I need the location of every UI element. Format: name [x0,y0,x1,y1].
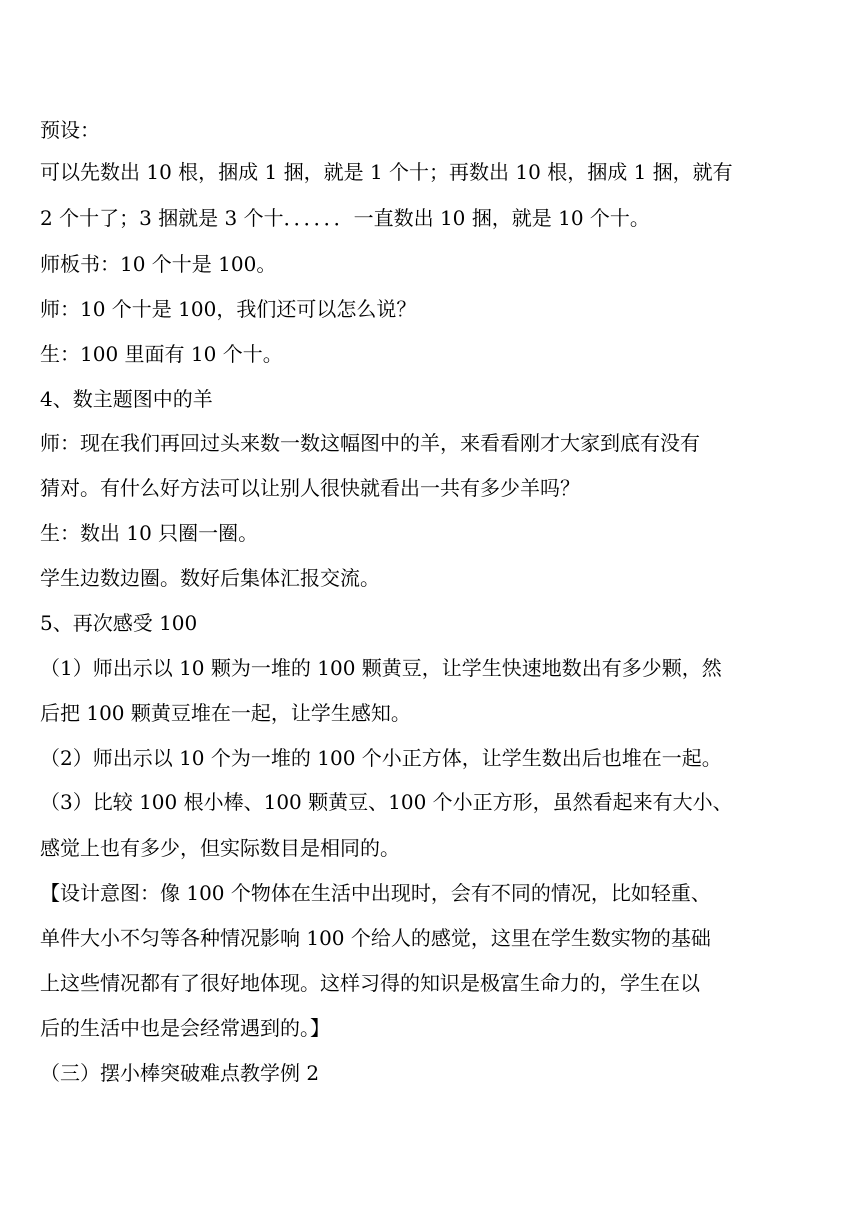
paragraph-line: （3）比较 100 根小棒、100 颗黄豆、100 个小正方形，虽然看起来有大小、 [40,790,733,814]
paragraph-line: 师：现在我们再回过头来数一数这幅图中的羊，来看看刚才大家到底有没有 [40,431,700,455]
section-heading: 5、再次感受 100 [40,611,198,635]
paragraph-line: 学生边数边圈。数好后集体汇报交流。 [40,566,380,590]
paragraph-line: 后把 100 颗黄豆堆在一起，让学生感知。 [40,701,411,725]
paragraph-line: 生：数出 10 只圈一圈。 [40,521,259,545]
section-heading: （三）摆小棒突破难点教学例 2 [40,1061,320,1085]
paragraph-line: 2 个十了；3 捆就是 3 个十．．．．．．一直数出 10 捆，就是 10 个十。 [40,206,650,230]
paragraph-line: 师：10 个十是 100，我们还可以怎么说？ [40,297,417,321]
paragraph-line: （1）师出示以 10 颗为一堆的 100 颗黄豆，让学生快速地数出有多少颗，然 [40,656,722,680]
paragraph-line: 师板书：10 个十是 100。 [40,252,277,276]
paragraph-line: （2）师出示以 10 个为一堆的 100 个小正方体，让学生数出后也堆在一起。 [40,746,722,770]
paragraph-line: 感觉上也有多少，但实际数目是相同的。 [40,836,400,860]
paragraph-line: 猜对。有什么好方法可以让别人很快就看出一共有多少羊吗？ [40,476,580,500]
design-intent-line: 【设计意图：像 100 个物体在生活中出现时，会有不同的情况，比如轻重、 [40,881,711,905]
paragraph-line: 预设： [40,118,100,142]
section-heading: 4、数主题图中的羊 [40,387,213,411]
design-intent-line: 后的生活中也是会经常遇到的。】 [40,1016,330,1040]
design-intent-line: 上这些情况都有了很好地体现。这样习得的知识是极富生命力的，学生在以 [40,971,700,995]
paragraph-line: 可以先数出 10 根，捆成 1 捆，就是 1 个十；再数出 10 根，捆成 1 捆，就有 [40,160,733,184]
design-intent-line: 单件大小不匀等各种情况影响 100 个给人的感觉，这里在学生数实物的基础 [40,926,711,950]
paragraph-line: 生：100 里面有 10 个十。 [40,342,283,366]
